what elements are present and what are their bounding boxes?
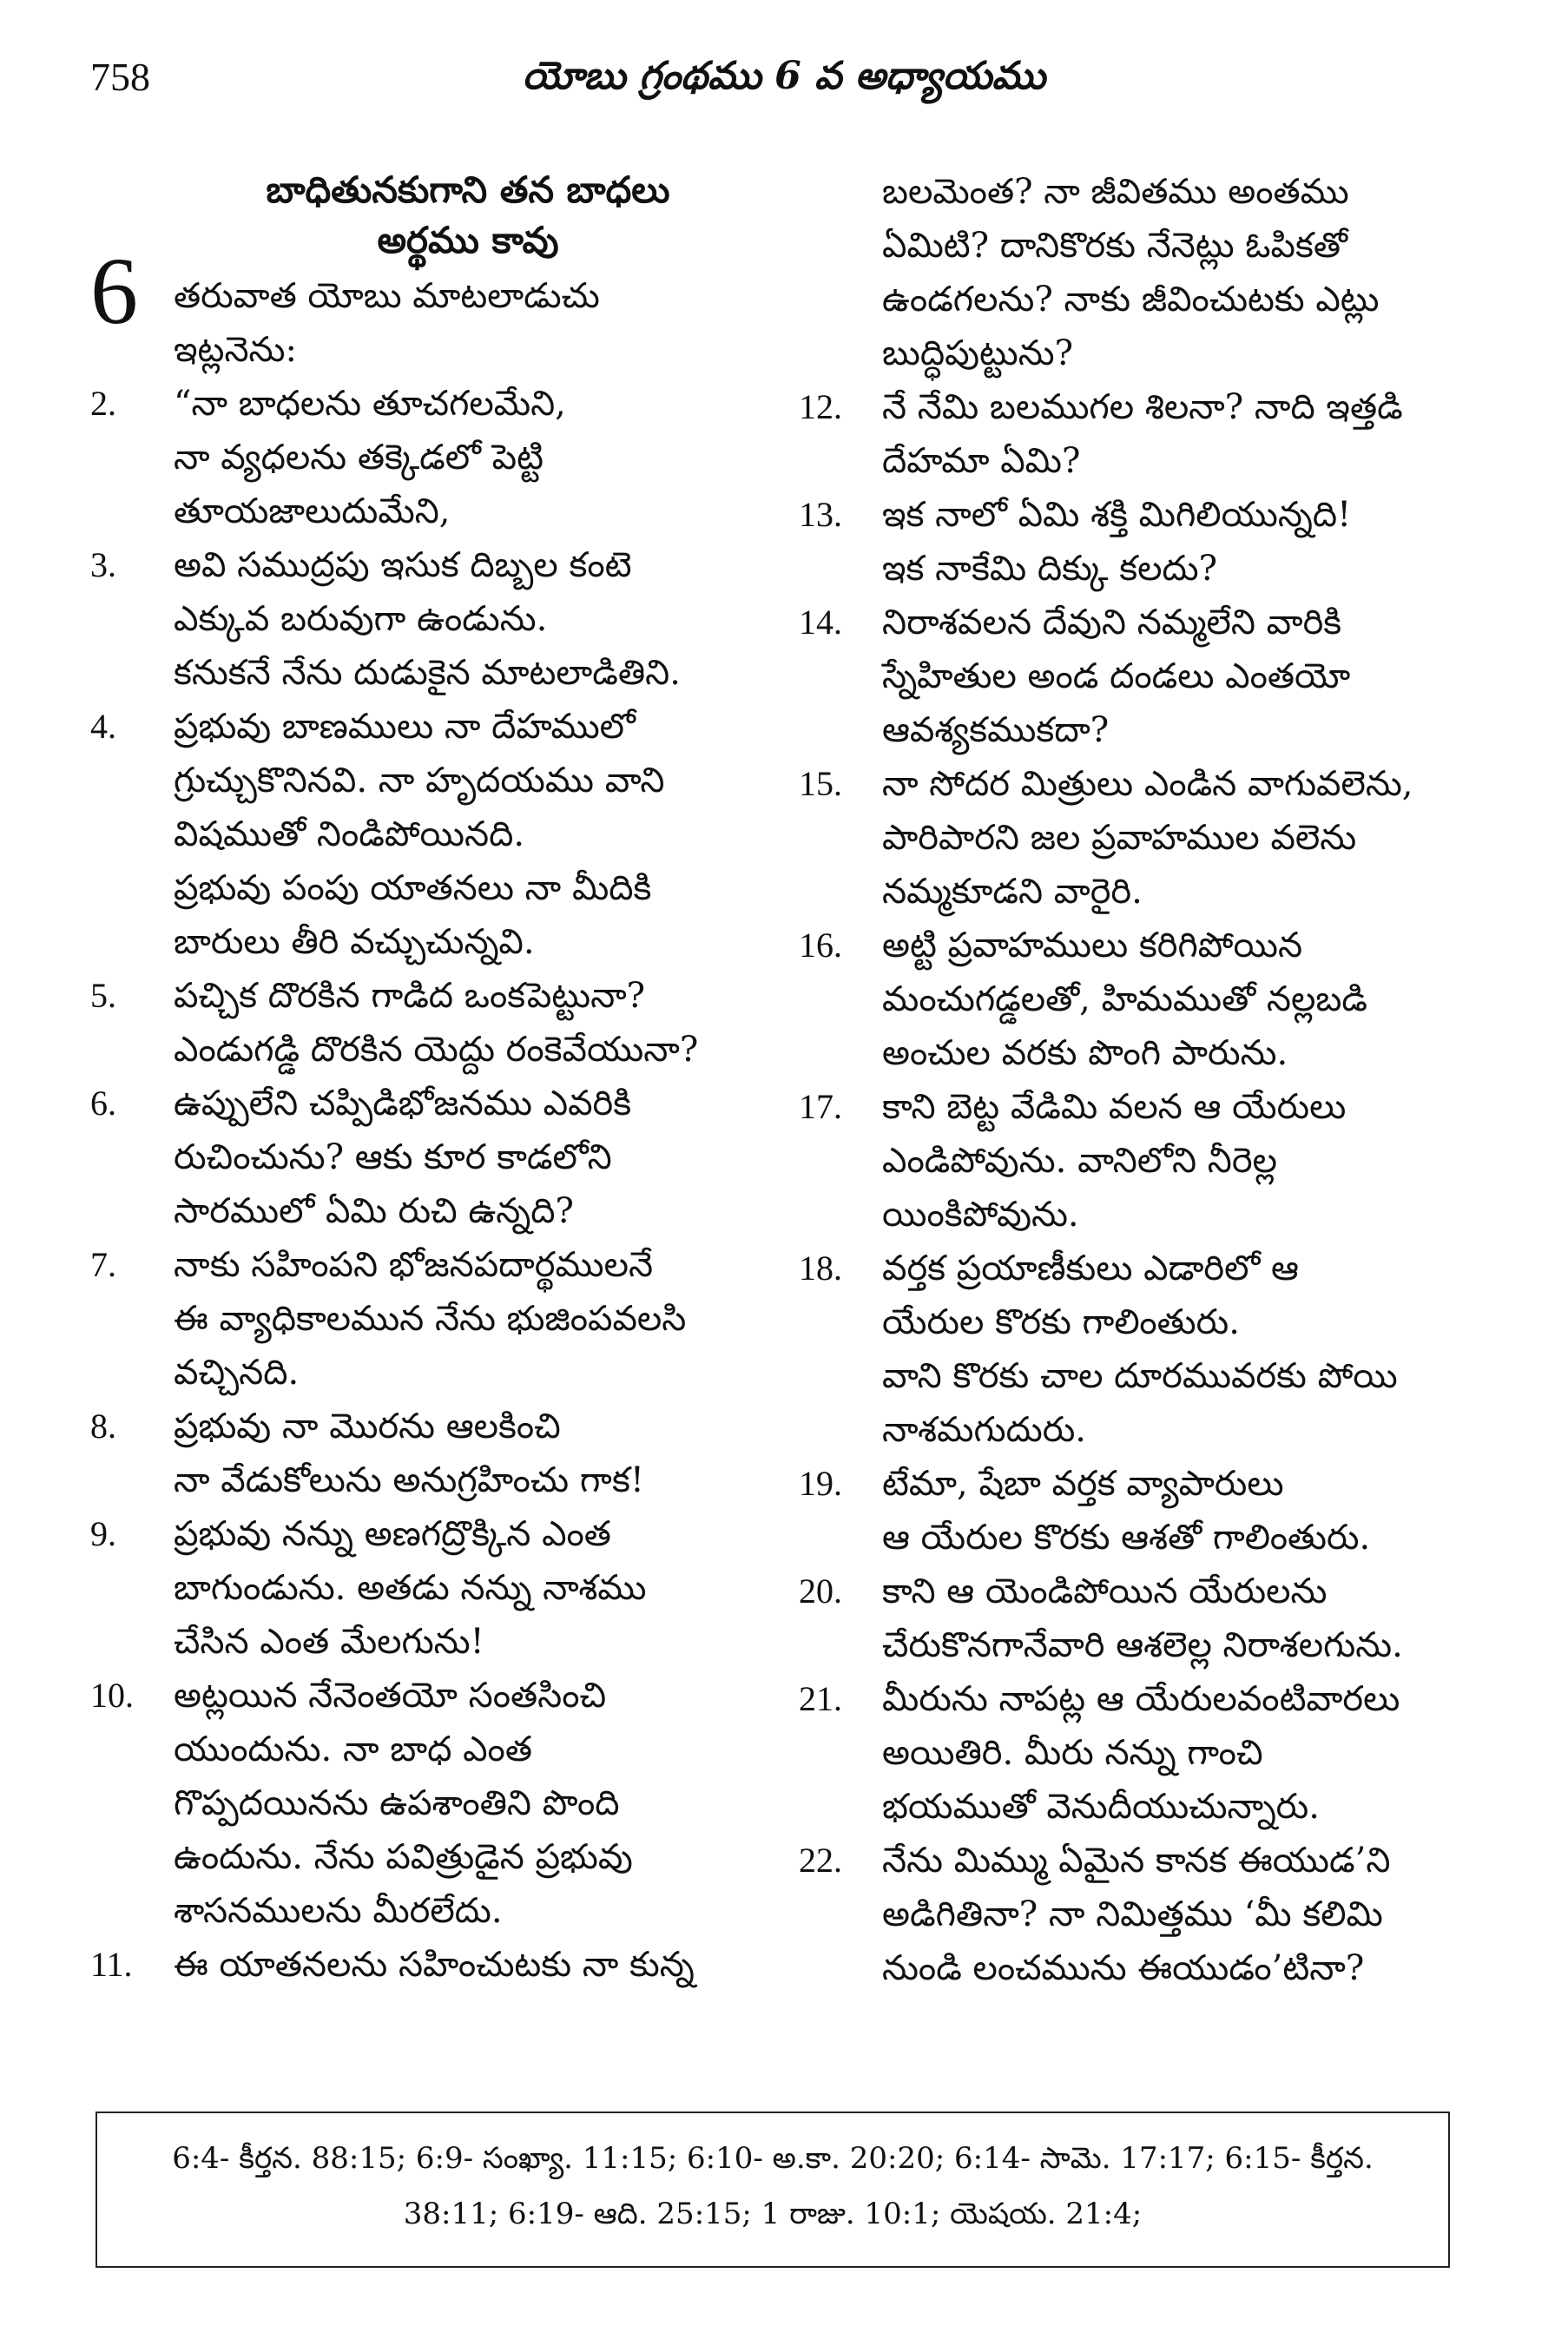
verse-number: 9. (90, 1514, 116, 1553)
verse-text (882, 596, 1459, 757)
verse-line: ఇట్లనెను: (174, 330, 297, 370)
verse-line: గ్రుచ్చుకొనినవి. నా హృదయము వాని (174, 761, 665, 800)
verse-number: 4. (90, 707, 116, 746)
verse-line: ఆ యేరుల కొరకు ఆశతో గాలింతురు. (882, 1518, 1371, 1558)
verse (90, 1938, 750, 1992)
verse (90, 1507, 750, 1669)
verse-text (174, 969, 750, 1077)
verse-text (174, 269, 750, 377)
verse-line: గొప్పదయినను ఉపశాంతిని పొంది (174, 1783, 620, 1823)
verse-line: ప్రభువు పంపు యాతనలు నా మీదికి (174, 868, 652, 908)
verse-text (882, 488, 1459, 596)
chapter-number: 6 (90, 238, 138, 344)
verse-text (882, 380, 1459, 488)
verse-text (174, 1669, 750, 1938)
verse-line: ఇక నాకేమి దిక్కు కలదు? (882, 549, 1218, 589)
verse-line: ప్రభువు బాణములు నా దేహములో (174, 707, 636, 747)
verse-line: ఈ యాతనలను సహించుటకు నా కున్న (174, 1945, 695, 1985)
verse-line: దేహమా ఏమి? (882, 441, 1081, 481)
verse-number: 5. (90, 976, 116, 1015)
verse-text (882, 1834, 1459, 1995)
verse (90, 1669, 750, 1938)
section-heading (90, 165, 750, 266)
verse-number: 13. (799, 495, 842, 534)
verse-line: బలమెంత? నా జీవితము అంతము (882, 172, 1349, 212)
verse (799, 1457, 1459, 1565)
verse-line: నుండి లంచమును ఈయుడం’టినా? (882, 1948, 1365, 1988)
verse-line: యేరుల కొరకు గాలింతురు. (882, 1302, 1240, 1342)
verse-line: కాని బెట్ట వేడిమి వలన ఆ యేరులు (882, 1087, 1347, 1127)
verse-line: తరువాత యోబు మాటలాడుచు (174, 276, 600, 316)
verse (799, 380, 1459, 488)
verse-line: యుందును. నా బాధ ఎంత (174, 1729, 532, 1769)
verse-line: ఎండిపోవును. వానిలోని నీరెల్ల (882, 1141, 1277, 1181)
verse-line: భయముతో వెనుదీయుచున్నారు. (882, 1787, 1320, 1827)
verse-line: ఉప్పులేని చప్పిడిభోజనము ఎవరికి (174, 1084, 632, 1123)
verse-line: బారులు తీరి వచ్చుచున్నవి. (174, 922, 535, 962)
verse-line: టేమా, షేబా వర్తక వ్యాపారులు (882, 1464, 1284, 1504)
running-head: యోబు గ్రంథము 6 వ అధ్యాయము (522, 54, 1046, 98)
verse (799, 1565, 1459, 1672)
verse-line: నా వ్యధలను తక్కెడలో పెట్టి (174, 438, 544, 478)
verse (90, 1400, 750, 1507)
verse-line: పారిపారని జల ప్రవాహముల వలెను (882, 818, 1357, 858)
verse-line: మీరును నాపట్ల ఆ యేరులవంటివారలు (882, 1679, 1400, 1719)
verse-number: 16. (799, 926, 842, 965)
verse (799, 1242, 1459, 1457)
right-verse-list (799, 165, 1459, 1995)
verse-text (174, 1238, 750, 1400)
verse (799, 757, 1459, 919)
verse-line: విషముతో నిండిపోయినది. (174, 814, 525, 854)
verse-line: ప్రభువు నన్ను అణగద్రొక్కిన ఎంత (174, 1514, 611, 1554)
verse-line: స్నేహితుల అండ దండలు ఎంతయో (882, 656, 1351, 696)
verse-line: నా వేడుకోలును అనుగ్రహించు గాక! (174, 1460, 644, 1500)
verse-number: 12. (799, 387, 842, 426)
left-verse-list (90, 269, 750, 1992)
verse-text (174, 538, 750, 700)
verse-line: నాశమగుదురు. (882, 1410, 1086, 1450)
verse (799, 488, 1459, 596)
verse-line: ఎండుగడ్డి దొరకిన యెద్దు రంకెవేయునా? (174, 1030, 699, 1070)
verse (799, 1834, 1459, 1995)
verse-number: 7. (90, 1245, 116, 1284)
verse-line: ఏమిటి? దానికొరకు నేనెట్లు ఓపికతో (882, 226, 1347, 266)
verse (90, 377, 750, 538)
page-header (0, 54, 1568, 115)
verse (799, 596, 1459, 757)
verse-line: చేరుకొనగానేవారి ఆశలెల్ల నిరాశలగును. (882, 1625, 1403, 1665)
verse-line: మంచుగడ్డలతో, హిమముతో నల్లబడి (882, 979, 1367, 1019)
verse-line: వచ్చినది. (174, 1353, 300, 1393)
verse-text (882, 757, 1459, 919)
verse-line: అడిగితినా? నా నిమిత్తము ‘మీ కలిమి (882, 1894, 1383, 1934)
verse-line: ఈ వ్యాధికాలమున నేను భుజింపవలసి (174, 1299, 687, 1339)
verse-number: 8. (90, 1407, 116, 1446)
verse-line: ఉందును. నేను పవిత్రుడైన ప్రభువు (174, 1837, 633, 1877)
verse-text (882, 1672, 1459, 1834)
verse (799, 165, 1459, 380)
verse-text (174, 377, 750, 538)
verse-text (882, 919, 1459, 1080)
left-column (90, 165, 750, 1992)
verse (799, 919, 1459, 1080)
verse-text (882, 1080, 1459, 1242)
section-heading-line-1: బాధితునకుగాని తన బాధలు (266, 168, 670, 211)
right-column (799, 165, 1459, 1995)
verse (90, 269, 750, 377)
verse-line: నమ్మకూడని వారైరి. (882, 872, 1143, 912)
verse-line: అయితిరి. మీరు నన్ను గాంచి (882, 1733, 1263, 1773)
verse-number: 6. (90, 1084, 116, 1123)
verse-number: 20. (799, 1571, 842, 1611)
verse-line: నే నేమి బలముగల శిలనా? నాది ఇత్తడి (882, 387, 1403, 427)
verse-number: 21. (799, 1679, 842, 1718)
verse-number: 14. (799, 603, 842, 642)
verse-line: వర్తక ప్రయాణీకులు ఎడారిలో ఆ (882, 1248, 1299, 1288)
verse-text (174, 1507, 750, 1669)
verse-text (882, 1565, 1459, 1672)
verse-number: 19. (799, 1464, 842, 1503)
verse (90, 1077, 750, 1238)
section-heading-line-2: అర్థము కావు (377, 219, 559, 261)
verse-number: 17. (799, 1087, 842, 1126)
verse-line: బుద్ధిపుట్టును? (882, 333, 1074, 373)
verse-line: వాని కొరకు చాల దూరమువరకు పోయి (882, 1356, 1398, 1396)
verse-line: చేసిన ఎంత మేలగును! (174, 1622, 484, 1662)
cross-reference-line: 6:4- కీర్తన. 88:15; 6:9- సంఖ్యా. 11:15; 6:10- అ.కా. 20:20; 6:14- సామె. 17:17; 6:15- కీర్తన. (172, 2141, 1374, 2176)
page-number: 758 (90, 55, 150, 99)
verse-line: ఆవశ్యకముకదా? (882, 710, 1110, 750)
verse (90, 538, 750, 700)
verse-line: అట్లయిన నేనెంతయో సంతసించి (174, 1676, 607, 1716)
verse-line: అవి సముద్రపు ఇసుక దిబ్బల కంటె (174, 545, 632, 585)
verse-number: 2. (90, 384, 116, 423)
verse-text (174, 1077, 750, 1238)
verse-line: ఉండగలను? నాకు జీవించుటకు ఎట్లు (882, 280, 1380, 320)
verse-line: “నా బాధలను తూచగలమేని, (174, 384, 566, 424)
verse-line: శాసనములను మీరలేదు. (174, 1891, 503, 1931)
verse-line: ఇక నాలో ఏమి శక్తి మిగిలియున్నది! (882, 495, 1352, 535)
cross-reference-line: 38:11; 6:19- ఆది. 25:15; 1 రాజు. 10:1; యెషయ. 21:4; (403, 2197, 1143, 2231)
verse (799, 1672, 1459, 1834)
verse-line: అట్టి ప్రవాహములు కరిగిపోయిన (882, 926, 1303, 965)
verse (90, 969, 750, 1077)
verse-number: 22. (799, 1841, 842, 1880)
verse-number: 11. (90, 1945, 133, 1984)
verse-text (882, 165, 1459, 380)
verse-line: యింకిపోవును. (882, 1195, 1079, 1235)
verse-line: రుచించును? ఆకు కూర కాడలోని (174, 1137, 612, 1177)
verse-text (174, 1938, 750, 1992)
verse-line: కాని ఆ యెండిపోయిన యేరులను (882, 1571, 1328, 1611)
verse-number (799, 165, 882, 380)
verse-line: బాగుండును. అతడు నన్ను నాశము (174, 1568, 647, 1608)
verse-line: ఎక్కువ బరువుగా ఉండును. (174, 599, 548, 639)
verse-line: నాకు సహింపని భోజనపదార్థములనే (174, 1245, 654, 1285)
verse-line: ప్రభువు నా మొరను ఆలకించి (174, 1407, 561, 1446)
verse-number: 18. (799, 1248, 842, 1288)
verse-text (882, 1242, 1459, 1457)
verse-number: 10. (90, 1676, 134, 1715)
verse (90, 1238, 750, 1400)
verse-line: తూయజాలుదుమేని, (174, 491, 451, 531)
verse-line: అంచుల వరకు పొంగి పారును. (882, 1033, 1288, 1073)
verse-text (174, 700, 750, 969)
verse-number: 3. (90, 545, 116, 584)
verse-number: 15. (799, 764, 842, 803)
verse (90, 700, 750, 969)
cross-reference-box (96, 2112, 1450, 2268)
verse-line: నిరాశవలన దేవుని నమ్మలేని వారికి (882, 603, 1342, 642)
verse-text (882, 1457, 1459, 1565)
verse-line: పచ్చిక దొరకిన గాడిద ఒంకపెట్టునా? (174, 976, 646, 1016)
verse-line: సారములో ఏమి రుచి ఉన్నది? (174, 1191, 574, 1231)
verse (799, 1080, 1459, 1242)
verse-line: నా సోదర మిత్రులు ఎండిన వాగువలెను, (882, 764, 1413, 804)
verse-line: కనుకనే నేను దుడుకైన మాటలాడితిని. (174, 653, 681, 693)
verse-text (174, 1400, 750, 1507)
verse-line: నేను మిమ్ము ఏమైన కానక ఈయుడ’ని (882, 1841, 1391, 1881)
